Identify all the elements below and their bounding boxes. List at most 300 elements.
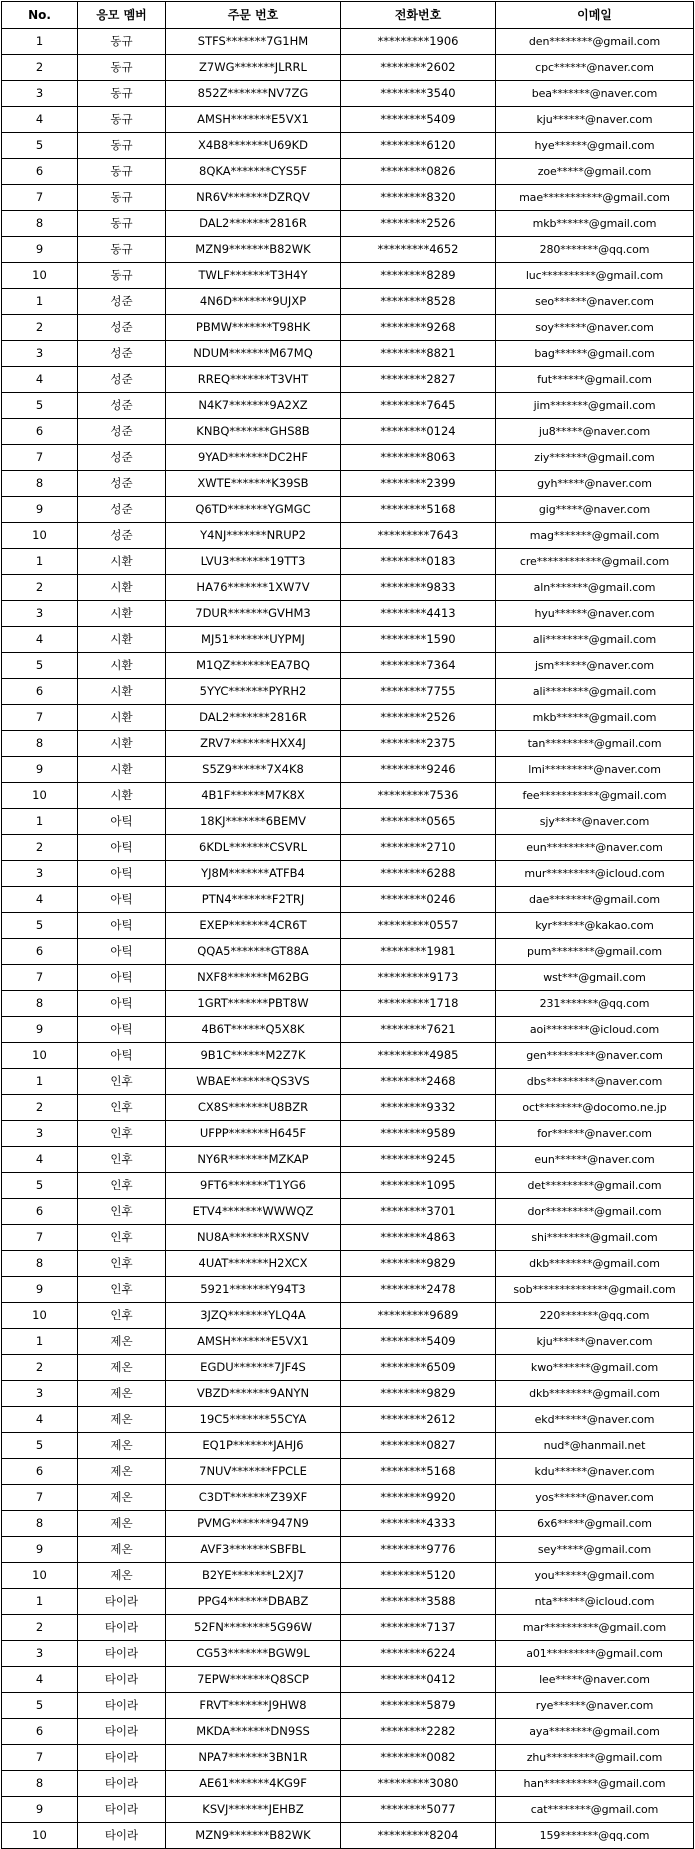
table-row [2,1199,694,1225]
cell-phone: ********9246 [341,757,496,783]
cell-phone: *********8204 [341,1823,496,1849]
table-row [2,1667,694,1693]
table-row [2,1745,694,1771]
cell-phone: ********0565 [341,809,496,835]
table-row [2,1771,694,1797]
cell-no: 6 [2,159,78,185]
cell-email: gyh*****@naver.com [496,471,694,497]
cell-no: 8 [2,731,78,757]
table-header [2,2,694,29]
cell-order-number: UFPP*******H645F [166,1121,341,1147]
cell-no: 7 [2,185,78,211]
cell-phone: *********9173 [341,965,496,991]
table-row [2,913,694,939]
cell-email: eun*********@naver.com [496,835,694,861]
cell-order-number: 4N6D*******9UJXP [166,289,341,315]
cell-email: det*********@gmail.com [496,1173,694,1199]
cell-no: 2 [2,1095,78,1121]
cell-phone: ********2526 [341,705,496,731]
cell-member: 동규 [78,159,166,185]
cell-member: 제온 [78,1537,166,1563]
cell-phone: ********6120 [341,133,496,159]
cell-no: 3 [2,1641,78,1667]
cell-member: 아틱 [78,965,166,991]
cell-member: 아틱 [78,809,166,835]
cell-order-number: Q6TD*******YGMGC [166,497,341,523]
table-row [2,1589,694,1615]
cell-member: 시환 [78,627,166,653]
cell-phone: ********3588 [341,1589,496,1615]
cell-order-number: NDUM*******M67MQ [166,341,341,367]
cell-order-number: AMSH*******E5VX1 [166,1329,341,1355]
table-row [2,783,694,809]
cell-member: 타이라 [78,1797,166,1823]
cell-order-number: QQA5*******GT88A [166,939,341,965]
cell-phone: *********4985 [341,1043,496,1069]
cell-no: 3 [2,601,78,627]
cell-order-number: 9YAD*******DC2HF [166,445,341,471]
cell-no: 1 [2,289,78,315]
table-row [2,939,694,965]
table-row [2,731,694,757]
cell-phone: ********5168 [341,1459,496,1485]
table-row [2,1277,694,1303]
cell-email: a01*********@gmail.com [496,1641,694,1667]
cell-email: rye******@naver.com [496,1693,694,1719]
cell-phone: ********4333 [341,1511,496,1537]
cell-no: 2 [2,55,78,81]
table-row [2,757,694,783]
cell-member: 인후 [78,1121,166,1147]
cell-phone: ********3540 [341,81,496,107]
header-no: No. [2,2,78,29]
cell-member: 아틱 [78,887,166,913]
table-row [2,1355,694,1381]
table-row [2,159,694,185]
cell-no: 2 [2,575,78,601]
cell-member: 성준 [78,289,166,315]
cell-email: hye******@gmail.com [496,133,694,159]
cell-email: den********@gmail.com [496,29,694,55]
cell-phone: ********2827 [341,367,496,393]
table-row [2,1121,694,1147]
cell-order-number: YJ8M*******ATFB4 [166,861,341,887]
cell-no: 9 [2,1537,78,1563]
cell-phone: ********2526 [341,211,496,237]
cell-email: 159*******@qq.com [496,1823,694,1849]
cell-phone: ********4413 [341,601,496,627]
cell-member: 제온 [78,1355,166,1381]
cell-member: 성준 [78,471,166,497]
cell-order-number: 9B1C******M2Z7K [166,1043,341,1069]
table-row [2,1823,694,1849]
cell-phone: ********9920 [341,1485,496,1511]
cell-no: 4 [2,367,78,393]
cell-phone: ********8320 [341,185,496,211]
cell-phone: ********5409 [341,1329,496,1355]
cell-email: 280*******@qq.com [496,237,694,263]
table-row [2,289,694,315]
cell-no: 6 [2,939,78,965]
cell-member: 제온 [78,1511,166,1537]
cell-no: 10 [2,783,78,809]
cell-order-number: MZN9*******B82WK [166,237,341,263]
cell-email: 231*******@qq.com [496,991,694,1017]
cell-order-number: Z7WG*******JLRRL [166,55,341,81]
cell-order-number: PVMG*******947N9 [166,1511,341,1537]
cell-order-number: FRVT*******J9HW8 [166,1693,341,1719]
cell-email: kdu******@naver.com [496,1459,694,1485]
table-row [2,1641,694,1667]
cell-order-number: NY6R*******MZKAP [166,1147,341,1173]
table-row [2,211,694,237]
cell-order-number: EQ1P*******JAHJ6 [166,1433,341,1459]
cell-no: 3 [2,1121,78,1147]
cell-phone: ********5120 [341,1563,496,1589]
cell-email: dkb********@gmail.com [496,1381,694,1407]
cell-order-number: B2YE*******L2XJ7 [166,1563,341,1589]
cell-no: 8 [2,991,78,1017]
cell-member: 동규 [78,237,166,263]
cell-email: seo******@naver.com [496,289,694,315]
table-row [2,861,694,887]
cell-order-number: PBMW*******T98HK [166,315,341,341]
cell-email: kju******@naver.com [496,1329,694,1355]
cell-phone: ********0412 [341,1667,496,1693]
cell-email: for******@naver.com [496,1121,694,1147]
table-row [2,445,694,471]
cell-no: 3 [2,1381,78,1407]
cell-phone: ********6509 [341,1355,496,1381]
cell-order-number: HA76*******1XW7V [166,575,341,601]
cell-phone: ********0826 [341,159,496,185]
table-row [2,1797,694,1823]
cell-no: 4 [2,887,78,913]
cell-email: zoe*****@gmail.com [496,159,694,185]
cell-no: 10 [2,263,78,289]
cell-order-number: 19C5*******55CYA [166,1407,341,1433]
cell-order-number: 4UAT*******H2XCX [166,1251,341,1277]
cell-order-number: 852Z*******NV7ZG [166,81,341,107]
cell-no: 8 [2,211,78,237]
table-row [2,1537,694,1563]
cell-member: 인후 [78,1147,166,1173]
cell-no: 7 [2,1485,78,1511]
cell-order-number: WBAE*******QS3VS [166,1069,341,1095]
cell-no: 5 [2,1433,78,1459]
cell-member: 타이라 [78,1667,166,1693]
cell-member: 시환 [78,653,166,679]
cell-phone: ********2282 [341,1719,496,1745]
cell-email: dor*********@gmail.com [496,1199,694,1225]
cell-email: fut******@gmail.com [496,367,694,393]
header-email: 이메일 [496,2,694,29]
cell-email: gen*********@naver.com [496,1043,694,1069]
cell-no: 6 [2,679,78,705]
cell-phone: ********3701 [341,1199,496,1225]
table-row [2,315,694,341]
cell-order-number: M1QZ*******EA7BQ [166,653,341,679]
cell-no: 3 [2,341,78,367]
cell-no: 10 [2,1563,78,1589]
table-row [2,965,694,991]
cell-member: 제온 [78,1563,166,1589]
cell-email: jim*******@gmail.com [496,393,694,419]
cell-email: yos******@naver.com [496,1485,694,1511]
cell-order-number: 7NUV*******FPCLE [166,1459,341,1485]
table-row [2,29,694,55]
cell-order-number: EXEP*******4CR6T [166,913,341,939]
cell-email: lee*****@naver.com [496,1667,694,1693]
cell-phone: ********7645 [341,393,496,419]
cell-member: 인후 [78,1303,166,1329]
table-row [2,1043,694,1069]
table-row [2,1485,694,1511]
table-row [2,1069,694,1095]
cell-phone: ********9332 [341,1095,496,1121]
cell-no: 6 [2,419,78,445]
cell-phone: ********2612 [341,1407,496,1433]
cell-no: 10 [2,1303,78,1329]
cell-phone: ********8821 [341,341,496,367]
cell-no: 9 [2,1017,78,1043]
cell-email: luc**********@gmail.com [496,263,694,289]
cell-order-number: Y4NJ*******NRUP2 [166,523,341,549]
cell-member: 시환 [78,549,166,575]
cell-member: 성준 [78,523,166,549]
cell-email: kyr******@kakao.com [496,913,694,939]
table-row [2,1433,694,1459]
cell-email: shi********@gmail.com [496,1225,694,1251]
cell-member: 인후 [78,1069,166,1095]
table-row [2,1563,694,1589]
cell-phone: *********1718 [341,991,496,1017]
cell-no: 1 [2,29,78,55]
cell-order-number: CX8S*******U8BZR [166,1095,341,1121]
cell-order-number: PPG4*******DBABZ [166,1589,341,1615]
table-row [2,471,694,497]
cell-phone: *********7643 [341,523,496,549]
table-row [2,1615,694,1641]
table-row [2,81,694,107]
cell-email: lmi*********@naver.com [496,757,694,783]
cell-order-number: ZRV7*******HXX4J [166,731,341,757]
cell-no: 1 [2,1589,78,1615]
cell-email: sob**************@gmail.com [496,1277,694,1303]
table-row [2,1329,694,1355]
cell-order-number: DAL2*******2816R [166,211,341,237]
cell-email: cat********@gmail.com [496,1797,694,1823]
header-member: 응모 멤버 [78,2,166,29]
cell-no: 4 [2,1407,78,1433]
table-row [2,549,694,575]
cell-member: 성준 [78,497,166,523]
cell-order-number: RREQ*******T3VHT [166,367,341,393]
cell-no: 2 [2,1615,78,1641]
cell-order-number: TWLF*******T3H4Y [166,263,341,289]
cell-phone: ********2468 [341,1069,496,1095]
cell-phone: *********7536 [341,783,496,809]
cell-no: 6 [2,1459,78,1485]
cell-order-number: 6KDL*******CSVRL [166,835,341,861]
cell-order-number: PTN4*******F2TRJ [166,887,341,913]
cell-phone: ********2710 [341,835,496,861]
table-row [2,653,694,679]
cell-order-number: 52FN********5G96W [166,1615,341,1641]
cell-phone: ********6288 [341,861,496,887]
cell-order-number: AMSH*******E5VX1 [166,107,341,133]
cell-email: ju8*****@naver.com [496,419,694,445]
cell-member: 아틱 [78,1017,166,1043]
table-row [2,887,694,913]
cell-phone: ********0124 [341,419,496,445]
cell-member: 타이라 [78,1641,166,1667]
table-row [2,237,694,263]
cell-phone: ********0827 [341,1433,496,1459]
cell-member: 시환 [78,783,166,809]
cell-member: 시환 [78,757,166,783]
cell-no: 10 [2,1043,78,1069]
cell-order-number: 4B1F******M7K8X [166,783,341,809]
cell-email: zhu*********@gmail.com [496,1745,694,1771]
table-row [2,1381,694,1407]
cell-email: soy******@naver.com [496,315,694,341]
cell-member: 인후 [78,1199,166,1225]
cell-member: 제온 [78,1433,166,1459]
cell-member: 시환 [78,731,166,757]
table-row [2,1693,694,1719]
cell-no: 1 [2,809,78,835]
cell-no: 9 [2,237,78,263]
cell-phone: ********9776 [341,1537,496,1563]
table-row [2,1303,694,1329]
cell-order-number: NPA7*******3BN1R [166,1745,341,1771]
header-row [2,2,694,29]
cell-no: 7 [2,445,78,471]
cell-phone: ********1981 [341,939,496,965]
cell-no: 5 [2,1173,78,1199]
cell-no: 5 [2,653,78,679]
cell-order-number: KSVJ*******JEHBZ [166,1797,341,1823]
cell-phone: ********9829 [341,1251,496,1277]
cell-phone: ********9829 [341,1381,496,1407]
cell-member: 동규 [78,81,166,107]
cell-member: 인후 [78,1173,166,1199]
table-row [2,809,694,835]
cell-phone: ********6224 [341,1641,496,1667]
cell-order-number: 4B6T******Q5X8K [166,1017,341,1043]
cell-no: 1 [2,1329,78,1355]
cell-phone: ********4863 [341,1225,496,1251]
cell-member: 타이라 [78,1589,166,1615]
cell-phone: ********0082 [341,1745,496,1771]
cell-no: 5 [2,133,78,159]
cell-phone: ********1095 [341,1173,496,1199]
cell-phone: ********7755 [341,679,496,705]
table-row [2,1173,694,1199]
cell-phone: *********3080 [341,1771,496,1797]
cell-member: 타이라 [78,1615,166,1641]
table-row [2,575,694,601]
table-row [2,393,694,419]
cell-no: 2 [2,835,78,861]
cell-email: kwo*******@gmail.com [496,1355,694,1381]
cell-email: ali********@gmail.com [496,627,694,653]
cell-email: nud*@hanmail.net [496,1433,694,1459]
cell-no: 10 [2,523,78,549]
cell-email: tan*********@gmail.com [496,731,694,757]
cell-email: pum********@gmail.com [496,939,694,965]
table-row [2,1719,694,1745]
cell-email: aya********@gmail.com [496,1719,694,1745]
cell-phone: ********8289 [341,263,496,289]
table-row [2,185,694,211]
cell-email: mkb******@gmail.com [496,705,694,731]
cell-no: 8 [2,1251,78,1277]
cell-member: 시환 [78,705,166,731]
cell-order-number: STFS*******7G1HM [166,29,341,55]
cell-order-number: NU8A*******RXSNV [166,1225,341,1251]
cell-member: 동규 [78,263,166,289]
cell-order-number: 5921*******Y94T3 [166,1277,341,1303]
cell-member: 동규 [78,211,166,237]
cell-no: 9 [2,1797,78,1823]
cell-email: aln*******@gmail.com [496,575,694,601]
cell-member: 아틱 [78,861,166,887]
cell-order-number: 8QKA*******CYS5F [166,159,341,185]
cell-member: 타이라 [78,1719,166,1745]
cell-order-number: AVF3*******SBFBL [166,1537,341,1563]
table-row [2,627,694,653]
cell-no: 7 [2,1225,78,1251]
table-body [2,29,694,1849]
table-row [2,679,694,705]
cell-no: 5 [2,913,78,939]
table-row [2,1147,694,1173]
cell-email: mag*******@gmail.com [496,523,694,549]
table-row [2,601,694,627]
cell-email: 220*******@qq.com [496,1303,694,1329]
cell-phone: *********4652 [341,237,496,263]
cell-email: mkb******@gmail.com [496,211,694,237]
cell-email: gig*****@naver.com [496,497,694,523]
cell-email: dkb********@gmail.com [496,1251,694,1277]
cell-no: 4 [2,1667,78,1693]
cell-phone: ********7364 [341,653,496,679]
cell-no: 4 [2,627,78,653]
cell-email: kju******@naver.com [496,107,694,133]
cell-email: mar**********@gmail.com [496,1615,694,1641]
cell-order-number: MJ51*******UYPMJ [166,627,341,653]
cell-no: 8 [2,1511,78,1537]
cell-member: 동규 [78,55,166,81]
cell-member: 동규 [78,107,166,133]
cell-phone: ********0183 [341,549,496,575]
cell-order-number: NR6V*******DZRQV [166,185,341,211]
cell-no: 1 [2,549,78,575]
table-row [2,263,694,289]
cell-member: 동규 [78,29,166,55]
cell-no: 5 [2,393,78,419]
cell-order-number: XWTE*******K39SB [166,471,341,497]
cell-member: 인후 [78,1277,166,1303]
table-row [2,835,694,861]
cell-email: bea*******@naver.com [496,81,694,107]
table-row [2,497,694,523]
cell-member: 성준 [78,341,166,367]
cell-order-number: N4K7*******9A2XZ [166,393,341,419]
cell-member: 시환 [78,601,166,627]
